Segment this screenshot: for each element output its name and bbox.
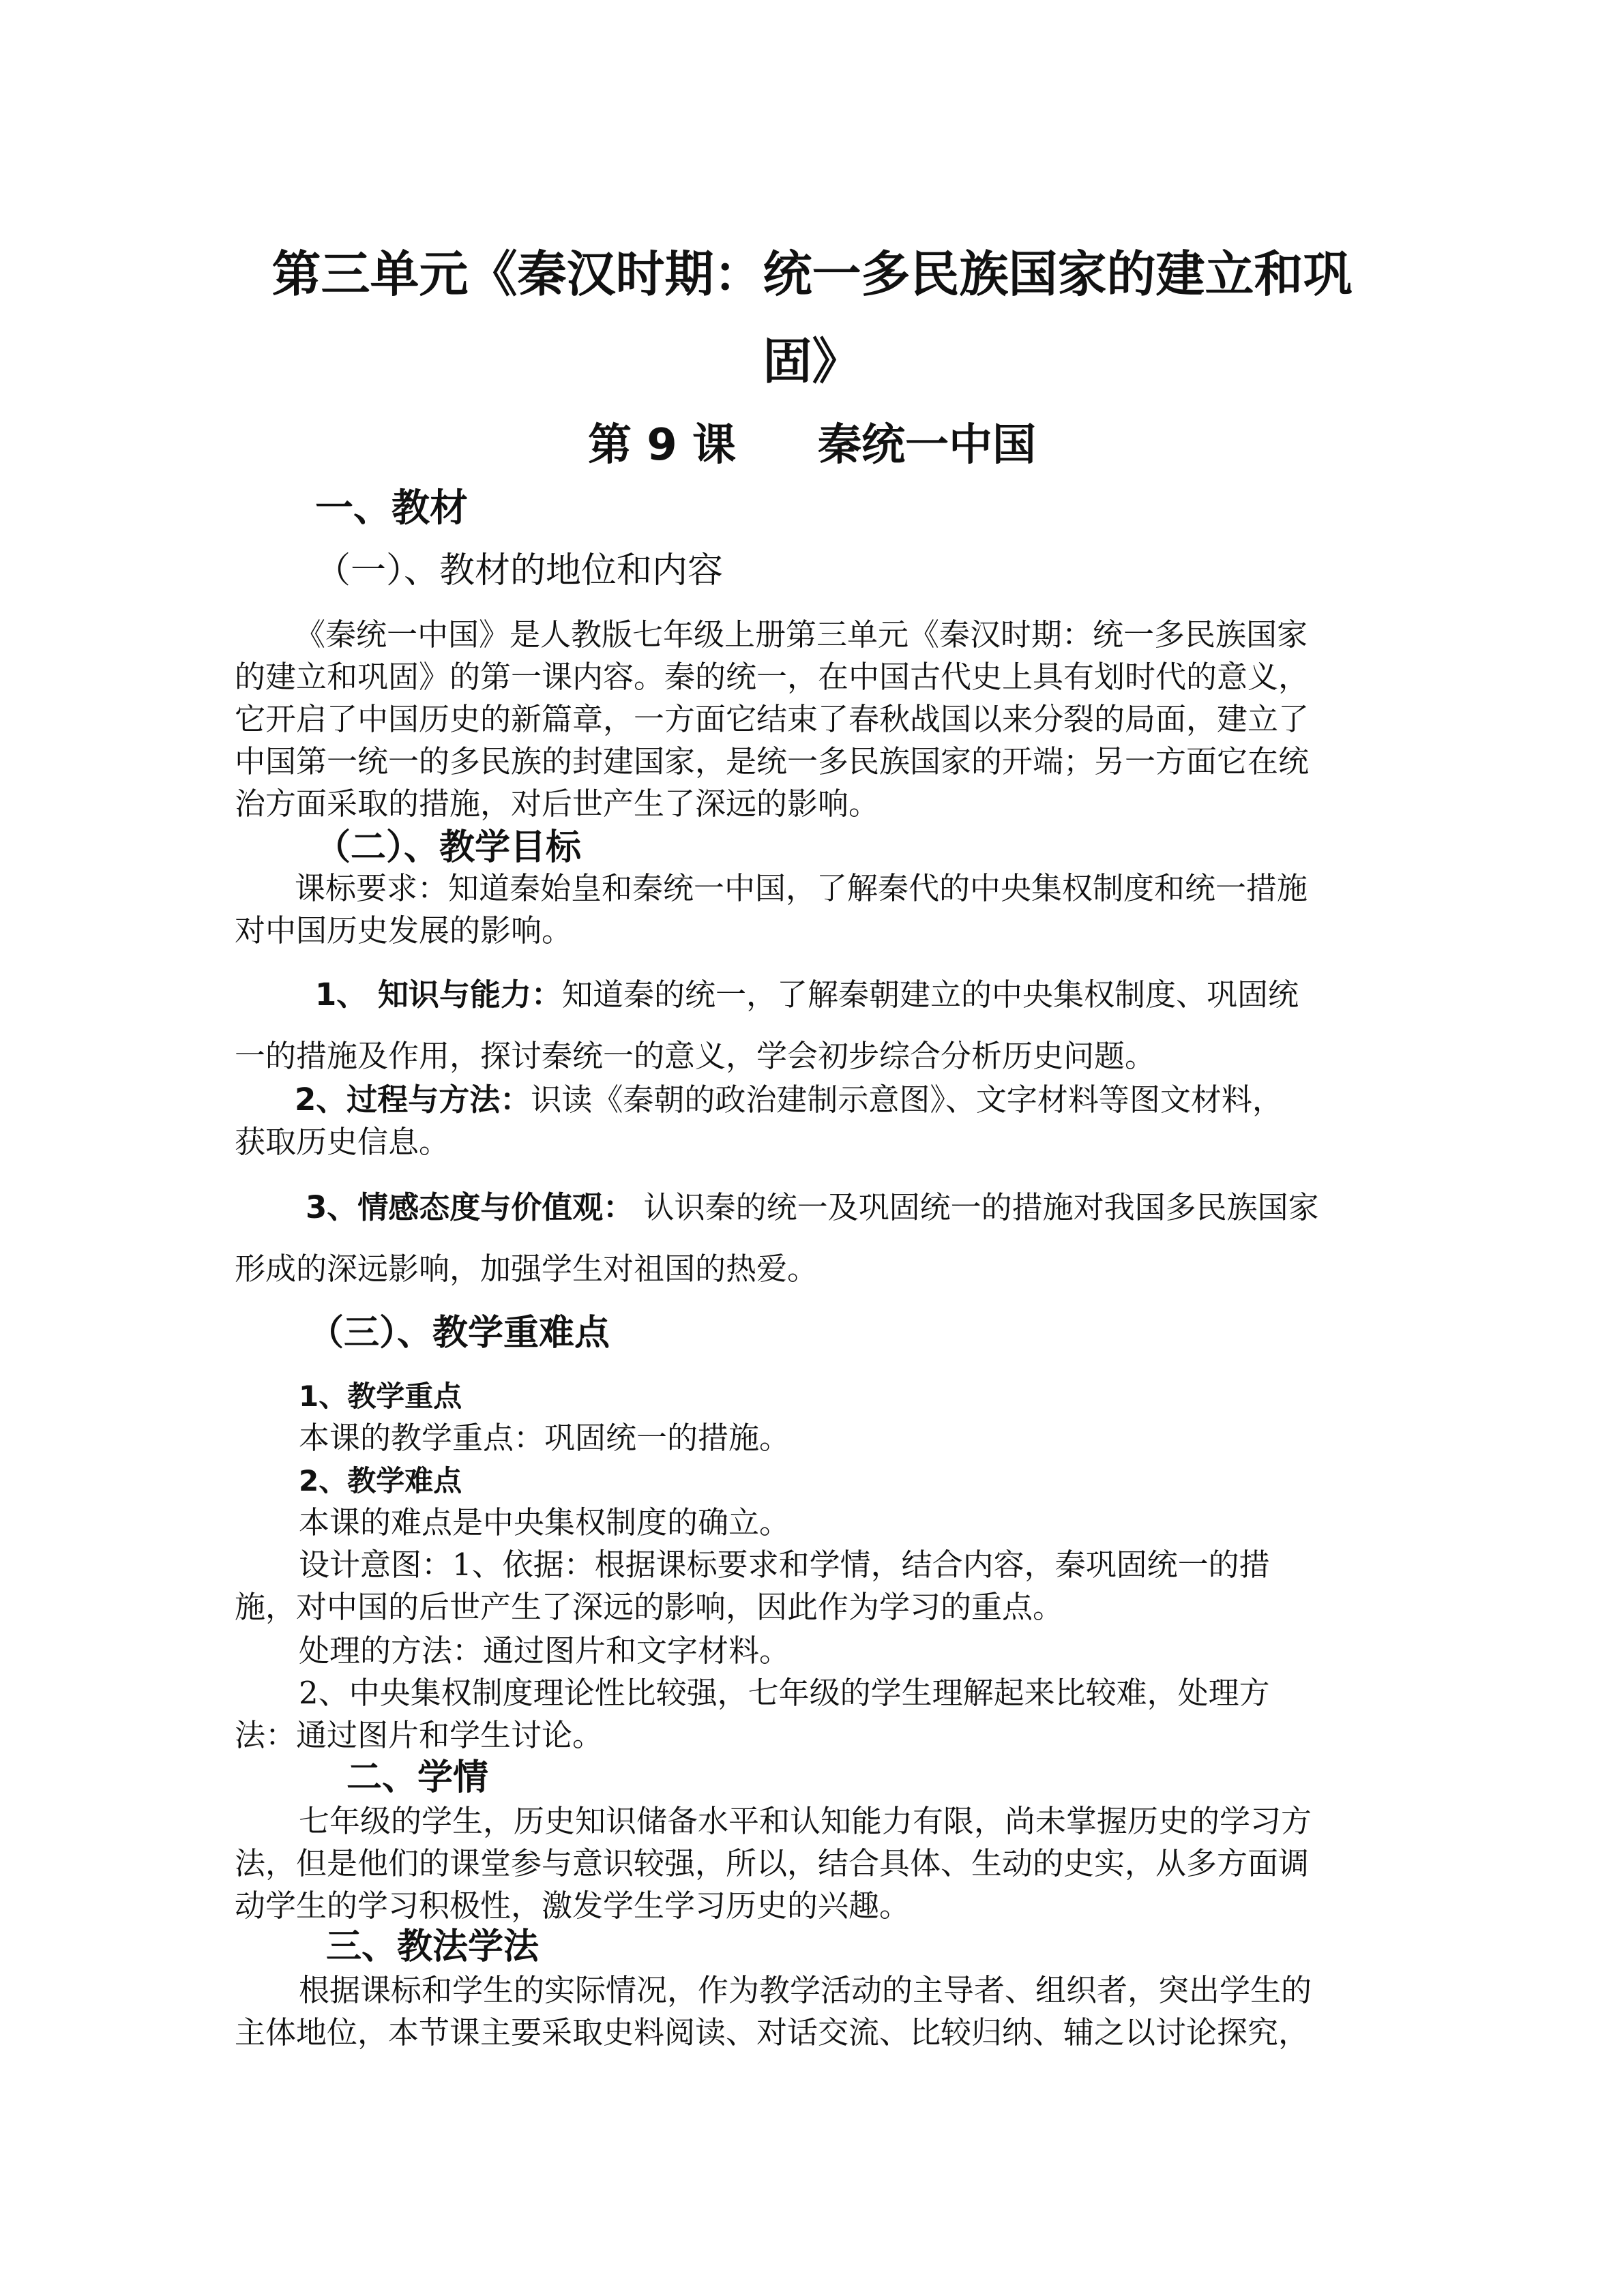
paragraph-line: 本课的难点是中央集权制度的确立。 [299,1504,791,1540]
lesson-name: 秦统一中国 [818,420,1037,471]
goal-label: 2、过程与方法： [295,1082,531,1118]
goal-text: 识读《秦朝的政治建制示意图》、文字材料等图文材料， [531,1082,1283,1118]
section-heading-methods: 三、教法学法 [326,1926,540,1967]
paragraph-line: 设计意图：1、依据：根据课标要求和学情，结合内容，秦巩固统一的措 [299,1547,1270,1583]
goal-process [295,1079,1283,1121]
paragraph-line: 处理的方法：通过图片和文字材料。 [299,1632,791,1669]
paragraph-line: 主体地位，本节课主要采取史料阅读、对话交流、比较归纳、辅之以讨论探究， [235,2014,1310,2051]
difficulty-heading: 2、教学难点 [299,1464,462,1497]
lesson-title [0,415,1624,476]
section-heading-students: 二、学情 [346,1757,489,1798]
paragraph-line: 七年级的学生，历史知识储备水平和认知能力有限，尚未掌握历史的学习方 [299,1803,1312,1839]
paragraph-line: 施，对中国的后世产生了深远的影响，因此作为学习的重点。 [235,1589,1064,1625]
goal-label: 3、情感态度与价值观： [306,1189,634,1225]
paragraph-line: 根据课标和学生的实际情况，作为教学活动的主导者、组织者，突出学生的 [299,1972,1312,2008]
paragraph-line: 获取历史信息。 [235,1124,450,1160]
subsection-heading-goals: （二）、教学目标 [315,827,582,868]
unit-title-line2: 固》 [763,333,861,390]
paragraph-line: 课标要求：知道秦始皇和秦统一中国，了解秦代的中央集权制度和统一措施 [295,870,1308,906]
key-point-heading: 1、教学重点 [299,1380,462,1413]
goal-text: 认识秦的统一及巩固统一的措施对我国多民族国家 [634,1189,1319,1225]
section-heading-textbook: 一、教材 [315,486,468,531]
paragraph-line: 治方面采取的措施，对后世产生了深远的影响。 [235,786,880,822]
subsection-heading-key-points: （三）、教学重难点 [308,1313,610,1354]
goal-emotion [306,1187,1319,1229]
goal-text: 知道秦的统一，了解秦朝建立的中央集权制度、巩固统 [561,976,1299,1013]
unit-title-line1: 第三单元《秦汉时期：统一多民族国家的建立和巩 [271,245,1353,303]
paragraph-line: 动学生的学习积极性，激发学生学习历史的兴趣。 [235,1888,911,1924]
paragraph-line: 法，但是他们的课堂参与意识较强，所以，结合具体、生动的史实，从多方面调 [235,1845,1310,1881]
paragraph-line: 一的措施及作用，探讨秦统一的意义，学会初步综合分析历史问题。 [235,1038,1156,1074]
paragraph-line: 的建立和巩固》的第一课内容。秦的统一，在中国古代史上具有划时代的意义， [235,659,1310,695]
goal-knowledge [315,974,1299,1016]
paragraph-line: 它开启了中国历史的新篇章，一方面它结束了春秋战国以来分裂的局面，建立了 [235,701,1310,737]
paragraph-line: 中国第一统一的多民族的封建国家，是统一多民族国家的开端；另一方面它在统 [235,743,1310,779]
paragraph-line: 《秦统一中国》是人教版七年级上册第三单元《秦汉时期：统一多民族国家 [295,616,1308,653]
paragraph-line: 对中国历史发展的影响。 [235,912,573,949]
subsection-heading-status: （一）、教材的地位和内容 [315,550,724,591]
goal-label: 1、 知识与能力： [315,976,562,1013]
paragraph-line: 2、中央集权制度理论性比较强，七年级的学生理解起来比较难，处理方 [299,1675,1270,1711]
paragraph-line: 本课的教学重点：巩固统一的措施。 [299,1420,791,1456]
paragraph-line: 法：通过图片和学生讨论。 [235,1717,604,1753]
paragraph-line: 形成的深远影响，加强学生对祖国的热爱。 [235,1251,818,1287]
lesson-number: 第 9 课 [587,420,737,471]
